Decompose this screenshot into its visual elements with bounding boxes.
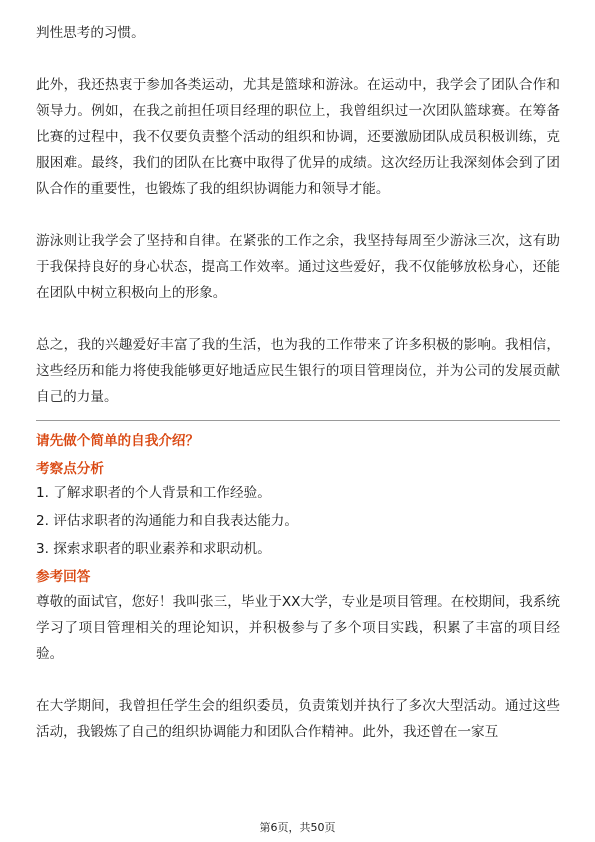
paragraph-sports: 此外，我还热衷于参加各类运动，尤其是篮球和游泳。在运动中，我学会了团队合作和领导力。例如，在我之前担任项目经理的职位上，我曾组织过一次团队篮球赛。在筹备比赛的过程中，我不仅要负责整个活动的组织和协调，还要激励团队成员积极训练，克服困难。最终，我们的团队在比赛中取得了优异的成绩。这次经历让我深刻体会到了团队合作的重要性，也锻炼了我的组织协调能力和领导才能。 <box>36 77 560 197</box>
analysis-heading: 考察点分析 <box>36 461 104 477</box>
page-footer: 第6页，共50页 <box>259 821 336 834</box>
paragraph-gap <box>36 667 560 693</box>
paragraph-gap <box>36 306 560 332</box>
question-title: 请先做个简单的自我介绍？ <box>36 433 200 449</box>
analysis-item: 1. 了解求职者的个人背景和工作经验。 <box>36 485 271 501</box>
paragraph-summary: 总之，我的兴趣爱好丰富了我的生活，也为我的工作带来了许多积极的影响。我相信，这些经历和能力将使我能够更好地适应民生银行的项目管理岗位，并为公司的发展贡献自己的力量。 <box>36 337 560 405</box>
analysis-item: 3. 探索求职者的职业素养和求职动机。 <box>36 541 271 557</box>
paragraph-gap <box>36 202 560 228</box>
paragraph-continuation: 判性思考的习惯。 <box>36 25 145 41</box>
analysis-item: 2. 评估求职者的沟通能力和自我表达能力。 <box>36 513 298 529</box>
paragraph-swimming: 游泳则让我学会了坚持和自律。在紧张的工作之余，我坚持每周至少游泳三次，这有助于我保持良好的身心状态，提高工作效率。通过这些爱好，我不仅能够放松身心，还能在团队中树立积极向上的形象。 <box>36 233 560 301</box>
paragraph-gap <box>36 46 560 72</box>
document-page <box>36 20 560 745</box>
answer-heading: 参考回答 <box>36 569 91 585</box>
answer-paragraph-university: 在大学期间，我曾担任学生会的组织委员，负责策划并执行了多次大型活动。通过这些活动，我锻炼了自己的组织协调能力和团队合作精神。此外，我还曾在一家互 <box>36 698 560 740</box>
section-divider <box>36 420 560 421</box>
answer-paragraph-intro: 尊敬的面试官，您好！我叫张三，毕业于XX大学，专业是项目管理。在校期间，我系统学习了项目管理相关的理论知识，并积极参与了多个项目实践，积累了丰富的项目经验。 <box>36 594 560 662</box>
